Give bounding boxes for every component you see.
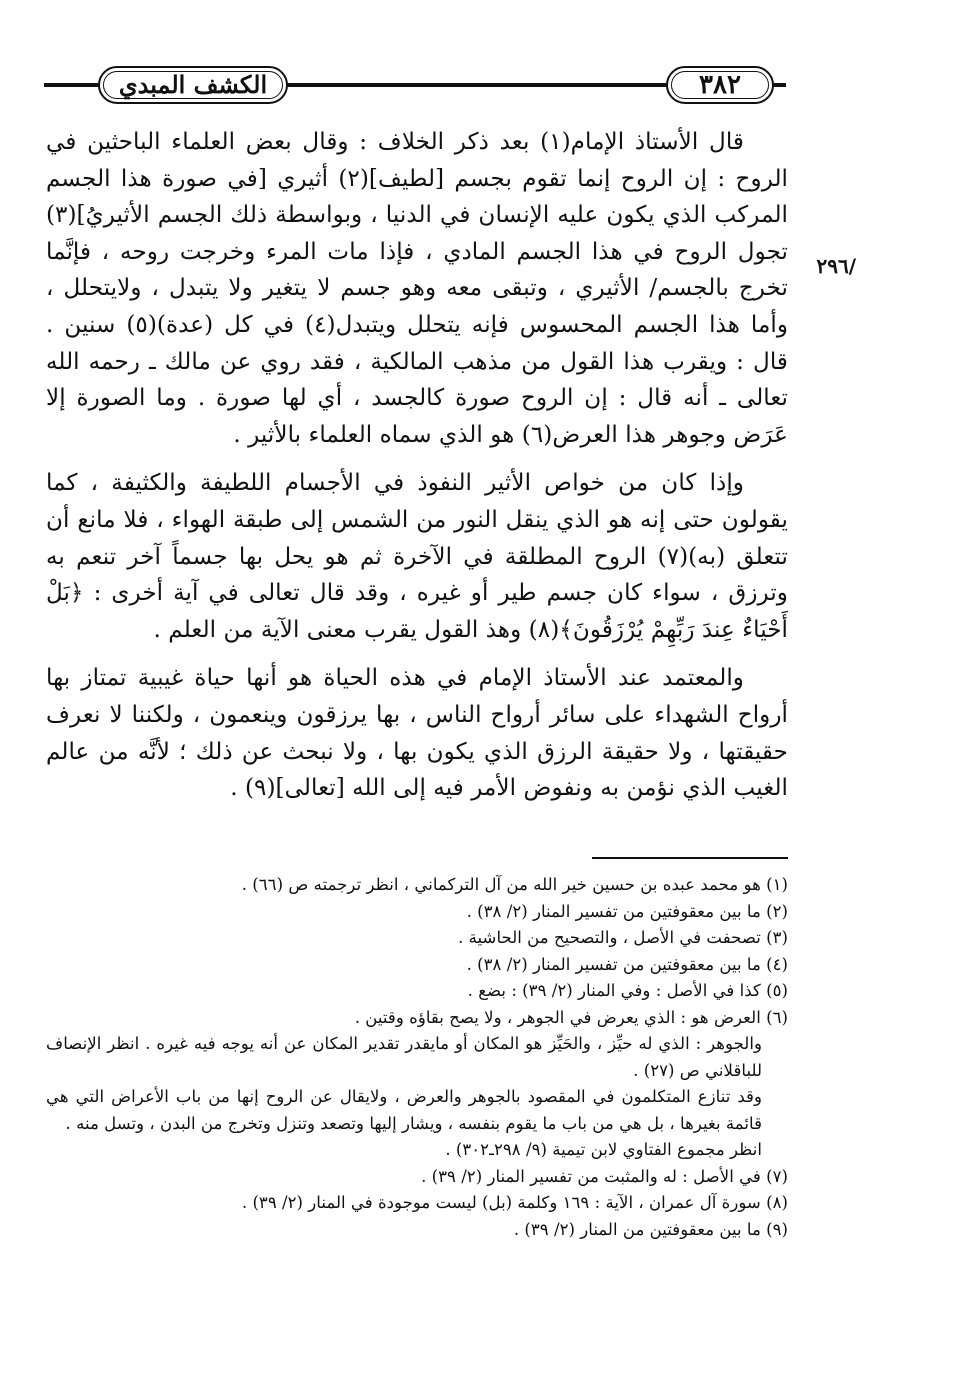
main-text (46, 124, 788, 807)
margin-page-reference: /٢٩٦ (816, 254, 856, 278)
page-number: ٣٨٢ (666, 66, 774, 104)
running-title: الكشف المبدي (98, 66, 288, 104)
footnote: (٤) ما بين معقوفتين من تفسير المنار (٢/ ٣٨) . (466, 954, 788, 974)
footnote: (٨) سورة آل عمران ، الآية : ١٦٩ وكلمة (بل) ليست موجودة في المنار (٢/ ٣٩) . (241, 1193, 788, 1212)
footnote-separator (592, 857, 788, 859)
page-header (44, 62, 786, 108)
paragraph: قال الأستاذ الإمام(١) بعد ذكر الخلاف : وقال بعض العلماء الباحثين في الروح : إن الروح إنما تقوم بجسم [لطيف](٢) أثيري [في صورة هذا الجسم المركب الذي يكون عليه الإنسان في الدنيا ، وبواسطة ذلك الجسم الأثيريُ](٣) تجول الروح في هذا الجسم المادي ، فإذا مات المرء وخرجت روحه ، فإنَّما تخرج بالجسم/ الأثيري ، وتبقى معه وهو جسم لا يتغير ولا يتبدل ، ولايتحلل ، وأما هذا الجسم المحسوس فإنه يتحلل ويتبدل(٤) في كل (عدة)(٥) سنين . قال : ويقرب هذا القول من مذهب المالكية ، فقد روي عن مالك ـ رحمه الله تعالى ـ أنه قال : إن الروح صورة كالجسد ، أي لها صورة . وما الصورة إلا عَرَض وجوهر هذا العرض(٦) هو الذي سماه العلماء بالأثير . (46, 128, 789, 448)
footnote-continuation: انظر مجموع الفتاوي لابن تيمية (٩/ ٢٩٨ـ٣٠٢) . (445, 1140, 762, 1159)
footnote-continuation: والجوهر : الذي له حيِّز ، والحَيِّز هو المكان أو مايقدر تقدير المكان عن أنه يوجه فيه غيره . انظر الإنصاف للباقلاني ص (٢٧) . (46, 1034, 762, 1080)
header-rule-middle (280, 83, 670, 87)
footnote: (٩) ما بين معقوفتين من المنار (٢/ ٣٩) . (513, 1219, 788, 1239)
paragraph: والمعتمد عند الأستاذ الإمام في هذه الحياة هو أنها حياة غيبية تمتاز بها أرواح الشهداء على سائر أرواح الناس ، بها يرزقون وينعمون ، ولكننا لا نعرف حقيقتها ، ولا حقيقة الرزق الذي يكون بها ، ولا نبحث عن ذلك ؛ لأنَّه من عالم الغيب الذي نؤمن به ونفوض الأمر فيه إلى الله [تعالى](٩) . (46, 664, 788, 802)
footnote: (٣) تصحفت في الأصل ، والتصحيح من الحاشية . (458, 928, 788, 947)
footnote-continuation: وقد تنازع المتكلمون في المقصود بالجوهر والعرض ، ولايقال عن الروح إنها من باب الأعراض التي هي قائمة بغيرها ، بل هي من باب ما يقوم بنفسه ، ويشار إليها وتصعد وتنزل وتخرج من البدن ، وتسل منه . (46, 1087, 762, 1133)
paragraph: وإذا كان من خواص الأثير النفوذ في الأجسام اللطيفة والكثيفة ، كما يقولون حتى إنه هو الذي ينقل النور من الشمس إلى طبقة الهواء ، فلا مانع أن تتعلق (به)(٧) الروح المطلقة في الآخرة ثم هو يحل بها جسماً آخر تنعم به وترزق ، سواء كان جسم طير أو غيره ، وقد قال تعالى في آية أخرى : ﴿بَلْ أَحْيَاءٌ عِندَ رَبِّهِمْ يُرْزَقُونَ﴾(٨) وهذ القول يقرب معنى الآية من العلم . (46, 469, 788, 643)
footnote: (١) هو محمد عبده بن حسين خير الله من آل التركماني ، انظر ترجمته ص (٦٦) . (241, 875, 788, 894)
footnote: (٧) في الأصل : له والمثبت من تفسير المنار (٢/ ٣٩) . (421, 1166, 788, 1186)
footnote: (٢) ما بين معقوفتين من تفسير المنار (٢/ ٣٨) . (466, 901, 788, 921)
footnotes (46, 872, 788, 1243)
footnote: (٦) العرض هو : الذي يعرض في الجوهر ، ولا يصح بقاؤه وقتين . (354, 1007, 788, 1027)
header-rule-left (44, 83, 104, 87)
footnote: (٥) كذا في الأصل : وفي المنار (٢/ ٣٩) : بضع . (467, 981, 788, 1000)
